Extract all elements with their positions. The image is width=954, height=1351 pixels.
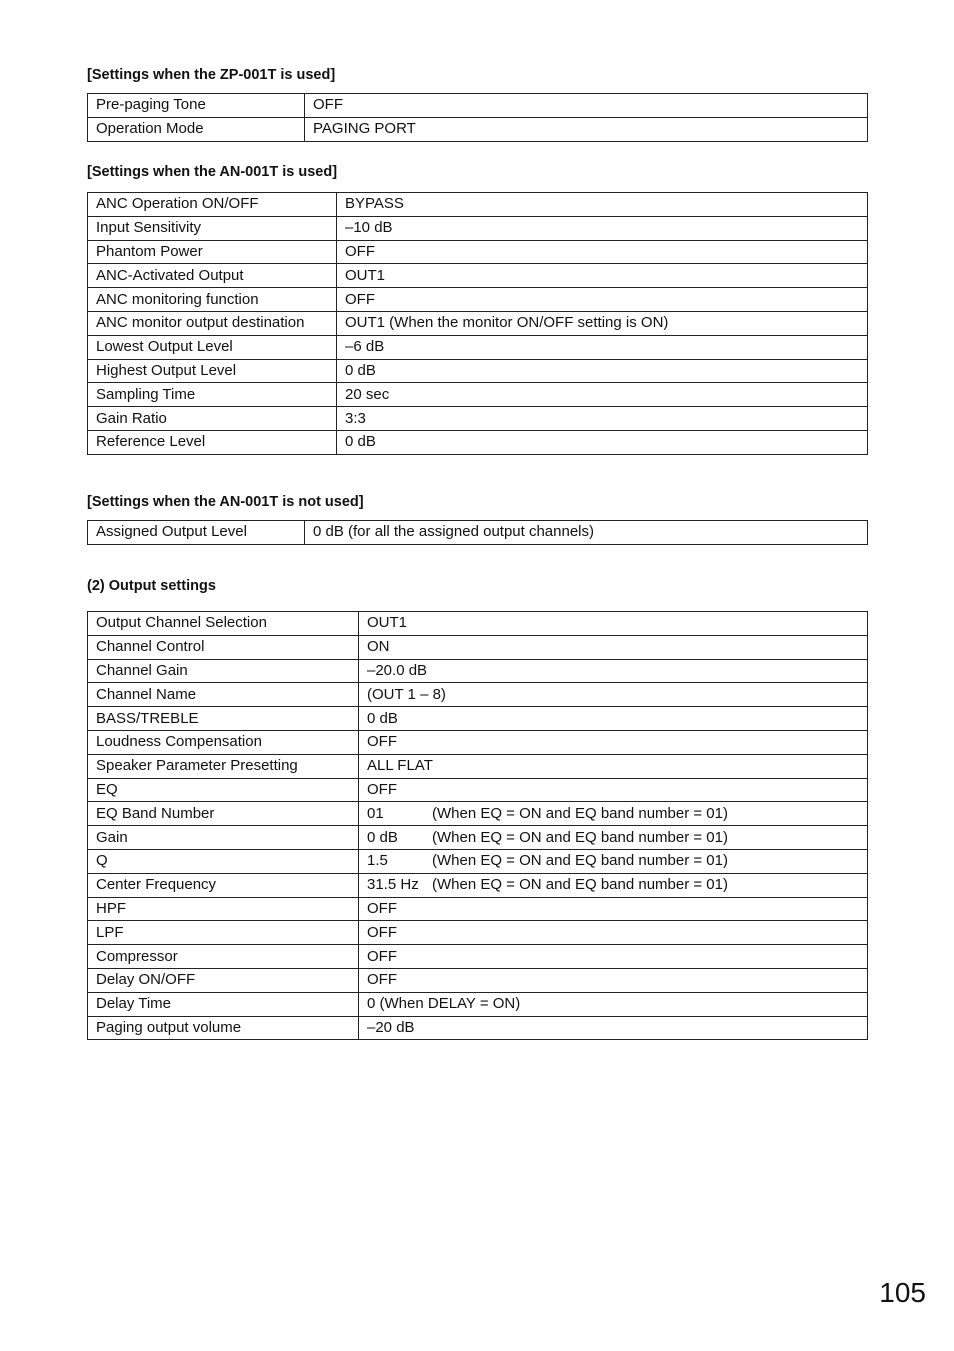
table-row (88, 968, 868, 992)
table-row (88, 992, 868, 1016)
setting-value: OFF (359, 897, 868, 921)
setting-value: BYPASS (337, 193, 868, 217)
table-row (88, 873, 868, 897)
setting-label: EQ Band Number (88, 802, 359, 826)
table-row (88, 849, 868, 873)
table-row (88, 359, 868, 383)
setting-label: Input Sensitivity (88, 216, 337, 240)
setting-value-text: 01 (367, 804, 384, 822)
setting-value: PAGING PORT (305, 117, 868, 141)
setting-value: OFF (305, 94, 868, 118)
setting-label: Speaker Parameter Presetting (88, 754, 359, 778)
setting-value: 0 dB (for all the assigned output channels) (305, 521, 868, 545)
setting-condition-note: (When EQ = ON and EQ band number = 01) (432, 828, 728, 846)
table-row (88, 430, 868, 454)
section-heading-an-001t-used: [Settings when the AN-001T is used] (87, 164, 338, 180)
setting-value (359, 873, 868, 897)
table-row (88, 778, 868, 802)
setting-label: Gain Ratio (88, 407, 337, 431)
setting-value: OFF (337, 288, 868, 312)
table-row (88, 897, 868, 921)
section-heading-zp-001t: [Settings when the ZP-001T is used] (87, 67, 336, 83)
setting-label: Channel Gain (88, 659, 359, 683)
table-row (88, 612, 868, 636)
table-row (88, 311, 868, 335)
settings-table-an-001t-not-used (87, 520, 868, 545)
table-row (88, 521, 868, 545)
setting-value: (OUT 1 – 8) (359, 683, 868, 707)
setting-label: Paging output volume (88, 1016, 359, 1040)
setting-value: OFF (337, 240, 868, 264)
setting-label: Delay ON/OFF (88, 968, 359, 992)
table-row (88, 117, 868, 141)
page-number: 105 (879, 1277, 926, 1308)
table-row (88, 707, 868, 731)
table-row (88, 264, 868, 288)
setting-label: Delay Time (88, 992, 359, 1016)
setting-value: ALL FLAT (359, 754, 868, 778)
table-row (88, 407, 868, 431)
section-heading-an-001t-not-used: [Settings when the AN-001T is not used] (87, 494, 364, 510)
table-row (88, 94, 868, 118)
setting-condition-note: (When EQ = ON and EQ band number = 01) (432, 804, 728, 822)
setting-label: ANC-Activated Output (88, 264, 337, 288)
setting-label: ANC monitoring function (88, 288, 337, 312)
setting-value: 20 sec (337, 383, 868, 407)
setting-label: Pre-paging Tone (88, 94, 305, 118)
setting-label: Reference Level (88, 430, 337, 454)
setting-value: OUT1 (359, 612, 868, 636)
setting-value-text: 0 dB (367, 828, 398, 846)
setting-value: –10 dB (337, 216, 868, 240)
setting-value: ON (359, 635, 868, 659)
setting-value: –20 dB (359, 1016, 868, 1040)
settings-table-zp-001t (87, 93, 868, 142)
setting-label: BASS/TREBLE (88, 707, 359, 731)
table-row (88, 826, 868, 850)
setting-label: Loudness Compensation (88, 730, 359, 754)
table-row (88, 383, 868, 407)
table-row (88, 802, 868, 826)
table-row (88, 288, 868, 312)
section-heading-output-settings: (2) Output settings (87, 578, 216, 594)
setting-value (359, 802, 868, 826)
setting-value: 0 (When DELAY = ON) (359, 992, 868, 1016)
table-row (88, 193, 868, 217)
setting-condition-note: (When EQ = ON and EQ band number = 01) (432, 876, 728, 894)
setting-value-text: 31.5 Hz (367, 876, 419, 894)
table-row (88, 335, 868, 359)
table-row (88, 683, 868, 707)
table-row (88, 635, 868, 659)
table-row (88, 1016, 868, 1040)
settings-table-output (87, 611, 868, 1040)
setting-value: 0 dB (337, 430, 868, 454)
setting-value: 0 dB (337, 359, 868, 383)
setting-value: OFF (359, 921, 868, 945)
setting-label: Gain (88, 826, 359, 850)
settings-table-an-001t-used (87, 192, 868, 455)
table-row (88, 240, 868, 264)
setting-value: 0 dB (359, 707, 868, 731)
setting-label: Operation Mode (88, 117, 305, 141)
setting-value-text: 1.5 (367, 852, 388, 870)
setting-value: OFF (359, 945, 868, 969)
setting-label: ANC monitor output destination (88, 311, 337, 335)
setting-label: Output Channel Selection (88, 612, 359, 636)
setting-label: Highest Output Level (88, 359, 337, 383)
setting-condition-note: (When EQ = ON and EQ band number = 01) (432, 852, 728, 870)
setting-label: Channel Name (88, 683, 359, 707)
setting-value: –20.0 dB (359, 659, 868, 683)
setting-label: Phantom Power (88, 240, 337, 264)
setting-label: ANC Operation ON/OFF (88, 193, 337, 217)
setting-value: –6 dB (337, 335, 868, 359)
setting-label: EQ (88, 778, 359, 802)
setting-value: OFF (359, 968, 868, 992)
setting-label: Assigned Output Level (88, 521, 305, 545)
setting-value (359, 849, 868, 873)
table-row (88, 921, 868, 945)
setting-value (359, 826, 868, 850)
setting-value: OUT1 (When the monitor ON/OFF setting is ON) (337, 311, 868, 335)
setting-label: Channel Control (88, 635, 359, 659)
setting-label: Lowest Output Level (88, 335, 337, 359)
setting-label: HPF (88, 897, 359, 921)
setting-value: OFF (359, 778, 868, 802)
table-row (88, 754, 868, 778)
setting-value: OFF (359, 730, 868, 754)
setting-label: Center Frequency (88, 873, 359, 897)
setting-value: OUT1 (337, 264, 868, 288)
table-row (88, 659, 868, 683)
table-row (88, 945, 868, 969)
setting-label: Q (88, 849, 359, 873)
setting-value: 3:3 (337, 407, 868, 431)
table-row (88, 216, 868, 240)
setting-label: LPF (88, 921, 359, 945)
setting-label: Compressor (88, 945, 359, 969)
setting-label: Sampling Time (88, 383, 337, 407)
table-row (88, 730, 868, 754)
